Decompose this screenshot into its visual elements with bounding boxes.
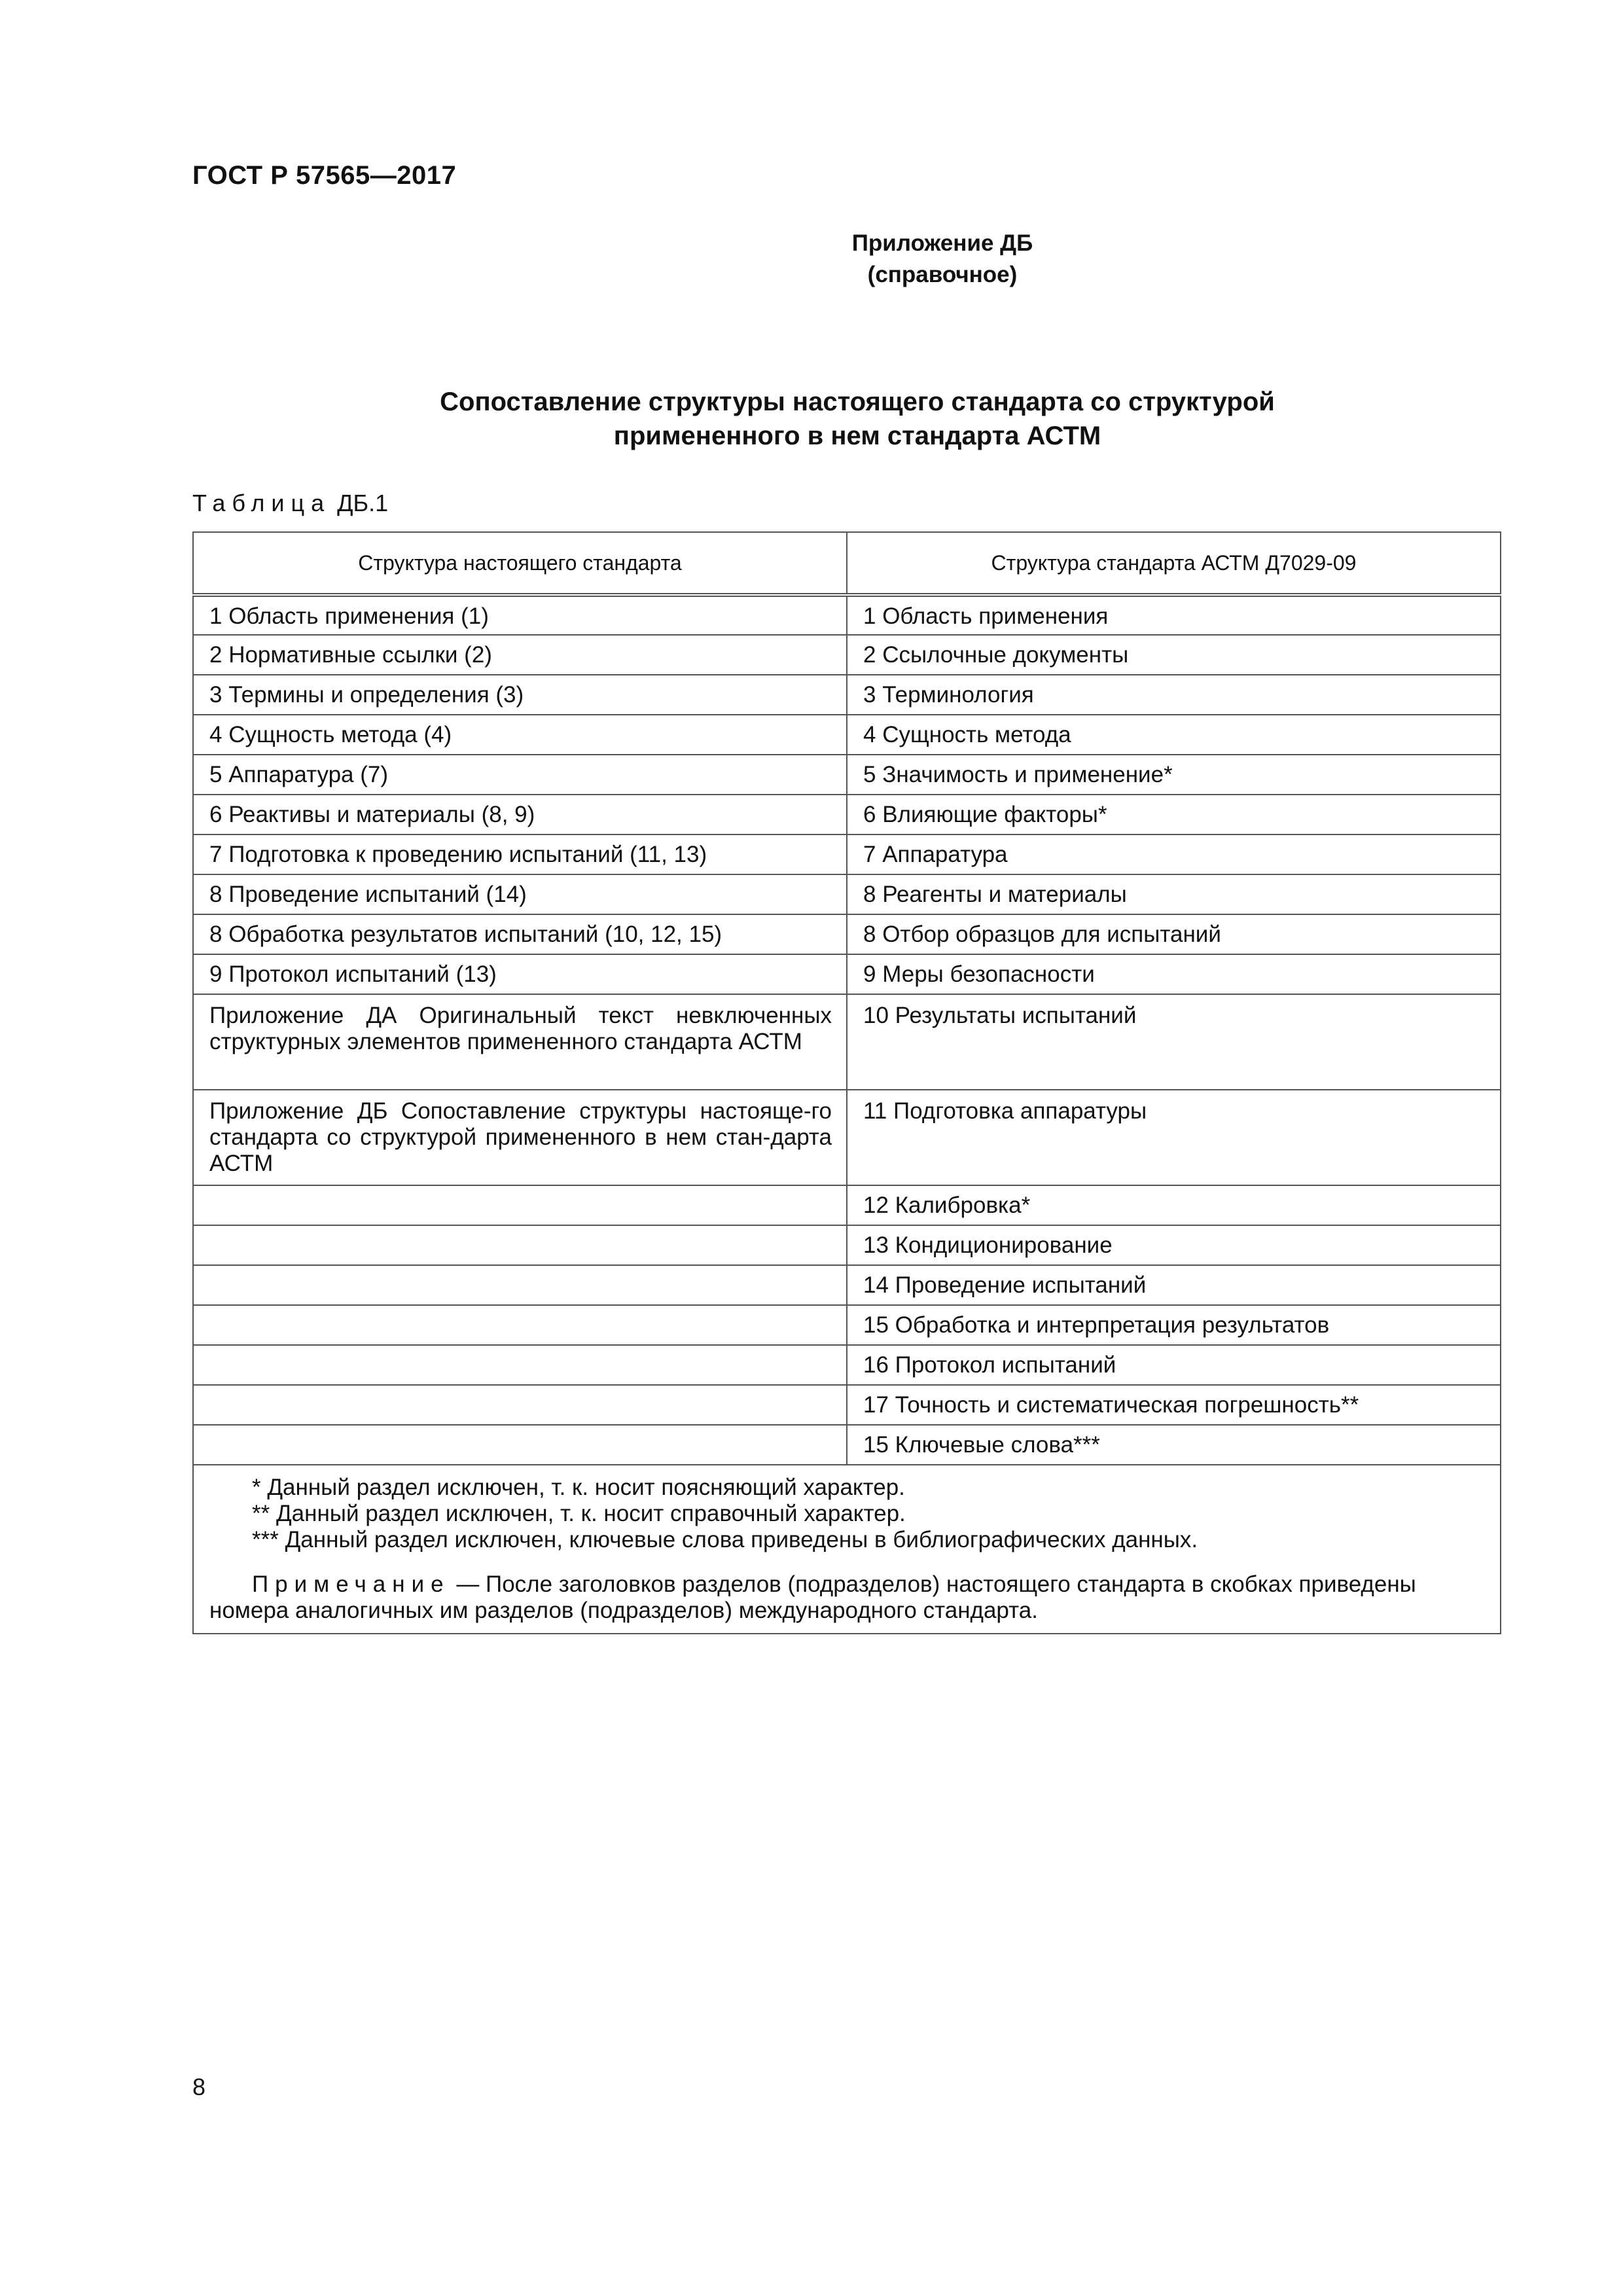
table-row — [193, 635, 1501, 675]
cell-current: 9 Протокол испытаний (13) — [193, 954, 847, 994]
comparison-table-wrapper — [192, 531, 1501, 1634]
appendix-title: Приложение ДБ — [851, 230, 1033, 256]
header-astm-standard: Структура стандарта АСТМ Д7029-09 — [847, 532, 1501, 595]
cell-current — [193, 1265, 847, 1305]
footnote-3: *** Данный раздел исключен, ключевые слова приведены в библиографических данных. — [252, 1527, 1198, 1552]
cell-astm: 16 Протокол испытаний — [847, 1345, 1501, 1385]
cell-current — [193, 1425, 847, 1465]
table-row — [193, 715, 1501, 755]
comparison-table — [192, 531, 1501, 1634]
footnote-2: ** Данный раздел исключен, т. к. носит справочный характер. — [252, 1501, 906, 1526]
footnote-1: * Данный раздел исключен, т. к. носит поясняющий характер. — [252, 1475, 905, 1500]
cell-astm: 8 Отбор образцов для испытаний — [847, 914, 1501, 954]
table-row — [193, 795, 1501, 834]
cell-current — [193, 1385, 847, 1425]
table-row — [193, 1090, 1501, 1185]
cell-astm: 12 Калибровка* — [847, 1185, 1501, 1225]
section-title-line-2: примененного в нем стандарта АСТМ — [613, 422, 1101, 450]
section-title-line-1: Сопоставление структуры настоящего стандарта со структурой — [440, 387, 1275, 416]
cell-current: 6 Реактивы и материалы (8, 9) — [193, 795, 847, 834]
table-row — [193, 994, 1501, 1090]
note-label: Примечание — [252, 1571, 450, 1597]
cell-astm: 2 Ссылочные документы — [847, 635, 1501, 675]
table-row — [193, 755, 1501, 795]
appendix-subtitle: (справочное) — [867, 262, 1018, 287]
notes-spacer — [209, 1553, 1484, 1571]
cell-current — [193, 1345, 847, 1385]
cell-current: 8 Обработка результатов испытаний (10, 12, 15) — [193, 914, 847, 954]
table-row — [193, 1385, 1501, 1425]
cell-current — [193, 1185, 847, 1225]
cell-astm: 14 Проведение испытаний — [847, 1265, 1501, 1305]
note-text: — После заголовков разделов (подразделов) настоящего стандарта в скобках приведены номера аналогичных им разделов (подразделов) международного стандарта. — [209, 1571, 1416, 1623]
table-header-row — [193, 532, 1501, 595]
cell-current: 7 Подготовка к проведению испытаний (11, 13) — [193, 834, 847, 874]
table-row — [193, 1425, 1501, 1465]
cell-astm: 3 Терминология — [847, 675, 1501, 715]
cell-current — [193, 1305, 847, 1345]
cell-current: 4 Сущность метода (4) — [193, 715, 847, 755]
cell-current: Приложение ДБ Сопоставление структуры настояще-го стандарта со структурой примененного в нем стан-дарта АСТМ — [193, 1090, 847, 1185]
cell-astm: 7 Аппаратура — [847, 834, 1501, 874]
table-notes-cell — [193, 1465, 1501, 1634]
page-number: 8 — [192, 2073, 206, 2100]
table-label-number: ДБ.1 — [337, 490, 389, 516]
cell-current: 8 Проведение испытаний (14) — [193, 874, 847, 914]
cell-current: 1 Область применения (1) — [193, 595, 847, 635]
cell-astm: 8 Реагенты и материалы — [847, 874, 1501, 914]
cell-astm: 15 Обработка и интерпретация результатов — [847, 1305, 1501, 1345]
table-row — [193, 595, 1501, 635]
table-label — [192, 490, 388, 517]
table-row — [193, 1345, 1501, 1385]
cell-astm: 6 Влияющие факторы* — [847, 795, 1501, 834]
cell-astm: 5 Значимость и применение* — [847, 755, 1501, 795]
document-code: ГОСТ Р 57565—2017 — [192, 161, 457, 190]
table-row — [193, 1305, 1501, 1345]
cell-current: 3 Термины и определения (3) — [193, 675, 847, 715]
cell-astm: 15 Ключевые слова*** — [847, 1425, 1501, 1465]
table-row — [193, 1265, 1501, 1305]
cell-current: 5 Аппаратура (7) — [193, 755, 847, 795]
table-note — [209, 1571, 1484, 1624]
cell-astm: 9 Меры безопасности — [847, 954, 1501, 994]
table-row — [193, 834, 1501, 874]
header-current-standard: Структура настоящего стандарта — [193, 532, 847, 595]
table-row — [193, 914, 1501, 954]
table-label-prefix: Таблица — [192, 490, 331, 516]
table-notes-row — [193, 1465, 1501, 1634]
cell-current: Приложение ДА Оригинальный текст невключенных структурных элементов примененного стандарта АСТМ — [193, 994, 847, 1090]
table-row — [193, 675, 1501, 715]
cell-astm: 4 Сущность метода — [847, 715, 1501, 755]
cell-current: 2 Нормативные ссылки (2) — [193, 635, 847, 675]
cell-astm: 1 Область применения — [847, 595, 1501, 635]
table-row — [193, 1185, 1501, 1225]
table-row — [193, 954, 1501, 994]
cell-astm: 13 Кондиционирование — [847, 1225, 1501, 1265]
section-title — [190, 385, 1525, 453]
cell-astm: 11 Подготовка аппаратуры — [847, 1090, 1501, 1185]
cell-current — [193, 1225, 847, 1265]
table-row — [193, 874, 1501, 914]
cell-astm: 17 Точность и систематическая погрешность** — [847, 1385, 1501, 1425]
table-row — [193, 1225, 1501, 1265]
cell-astm: 10 Результаты испытаний — [847, 994, 1501, 1090]
